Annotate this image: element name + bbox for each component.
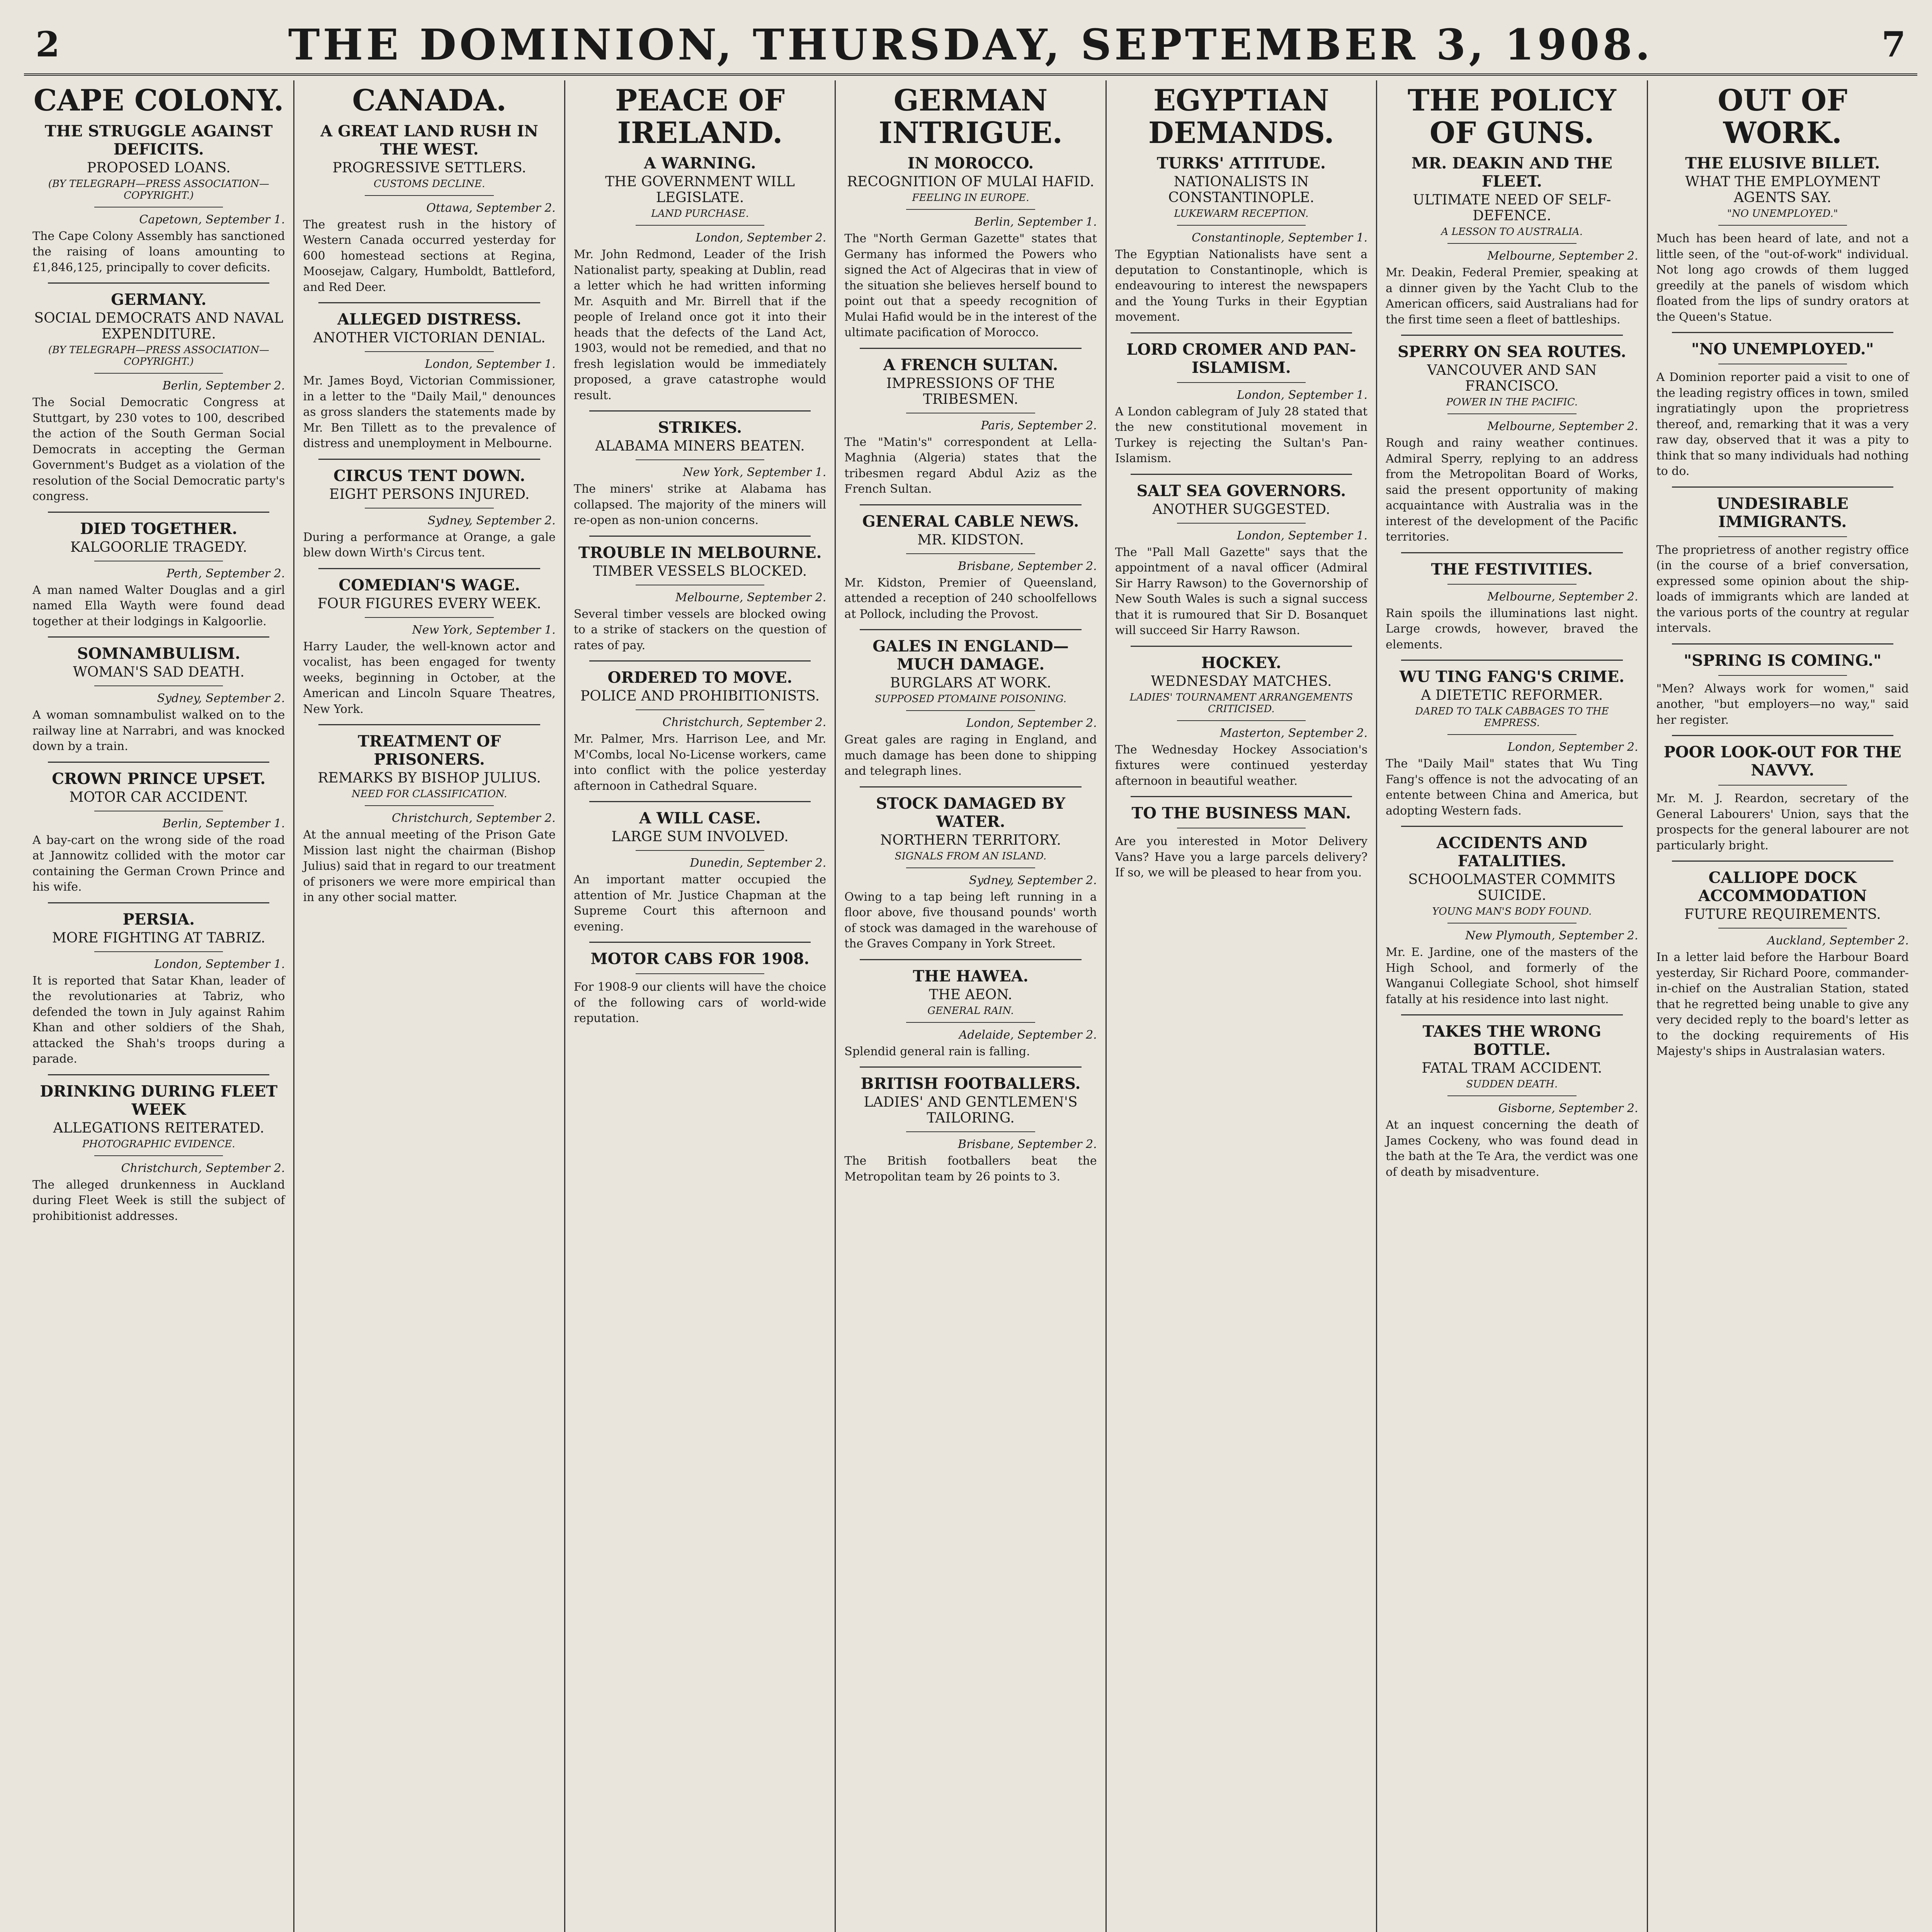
short-rule	[365, 351, 493, 352]
article-paragraph: The miners' strike at Alabama has collapsed. The majority of the miners will re-open as non-union concerns.	[573, 482, 827, 527]
section-credit: FEELING IN EUROPE.	[912, 192, 1029, 204]
article-paragraph: Mr. John Redmond, Leader of the Irish Nationalist party, speaking at Dublin, read a letter which he had written informing Mr. Asquith and Mr. Birrell that if the people of Ireland once got it into their heads that the defects of the Land Act, 1903, would not be remedied, and that no fresh legislation would be immediately proposed, a grave catastrophe would result.	[573, 248, 827, 402]
section-subtitle: A DIETETIC REFORMER.	[1421, 687, 1603, 704]
section-credit: A LESSON TO AUSTRALIA.	[1441, 226, 1583, 238]
short-rule	[365, 508, 493, 509]
article-paragraph: Are you interested in Motor Delivery Vans? Have you a large parcels delivery? If so, we will be pleased to hear from you.	[1115, 835, 1368, 880]
section-subtitle: FATAL TRAM ACCIDENT.	[1422, 1060, 1602, 1077]
dateline: Adelaide, September 2.	[959, 1028, 1097, 1042]
dateline: London, September 1.	[425, 357, 556, 371]
dateline: Masterton, September 2.	[1220, 726, 1368, 740]
section-credit: (BY TELEGRAPH—PRESS ASSOCIATION—COPYRIGHT.)	[48, 344, 269, 368]
article-paragraph: In a letter laid before the Harbour Board yesterday, Sir Richard Poore, commander-in-chief on the Australian Station, stated that he regretted being unable to give any very decided reply to the board's letter as to the docking requirements of His Majesty's ships in Australasian waters.	[1656, 951, 1909, 1058]
article-paragraph: Mr. E. Jardine, one of the masters of the High School, and formerly of the Wanganui Collegiate School, shot himself fatally at his residence into last night.	[1386, 946, 1638, 1006]
section-title: ALLEGED DISTRESS.	[337, 310, 522, 329]
section-title: ACCIDENTS AND FATALITIES.	[1436, 834, 1587, 871]
dateline: London, September 1.	[1236, 388, 1368, 402]
dateline: Christchurch, September 2.	[121, 1161, 285, 1175]
column-headline: OUT OF WORK.	[1718, 83, 1848, 150]
section-rule	[860, 348, 1081, 349]
section-subtitle: ULTIMATE NEED OF SELF-DEFENCE.	[1413, 192, 1611, 224]
article-paragraph: The "North German Gazette" states that Germany has informed the Powers who signed the Act of Algeciras that in view of the situation she believes herself bound to point out that a speedy recognition of Mulai Hafid would be in the interest of the ultimate pacification of Morocco.	[844, 232, 1097, 340]
short-rule	[1718, 536, 1847, 537]
column-headline: GERMAN INTRIGUE.	[879, 83, 1063, 150]
short-rule	[1177, 382, 1306, 383]
page-number: 7	[1881, 24, 1906, 65]
article-paragraph: It is reported that Satar Khan, leader of the revolutionaries at Tabriz, who defended the town in July against Rahim Khan and other soldiers of the Shah, attacked the Shah's troops during a parade.	[32, 974, 285, 1066]
article-paragraph: Great gales are raging in England, and much damage has been done to shipping and telegraph lines.	[844, 733, 1097, 778]
section-rule	[1672, 486, 1893, 488]
section-subtitle: WHAT THE EMPLOYMENT AGENTS SAY.	[1685, 174, 1880, 206]
article-paragraph: Several timber vessels are blocked owing to a strike of stackers on the question of rates of pay.	[573, 607, 827, 652]
section-rule	[318, 724, 540, 725]
dateline: Gisborne, September 2.	[1498, 1102, 1638, 1116]
article-paragraph: Rough and rainy weather continues. Admiral Sperry, replying to an address from the Metropolitan Board of Works, said the present opportunity of making acquaintance with Australia was in the interest of the development of the Pacific territories.	[1386, 436, 1638, 544]
news-column	[1648, 80, 1917, 1932]
article-paragraph: The greatest rush in the history of Western Canada occurred yesterday for 600 homestead sections at Regina, Moosejaw, Calgary, Humboldt, Battleford, and Red Deer.	[303, 218, 556, 294]
dateline: Melbourne, September 2.	[675, 590, 827, 604]
dateline: London, September 1.	[1236, 529, 1368, 543]
section-rule	[1131, 796, 1352, 797]
section-subtitle: THE GOVERNMENT WILL LEGISLATE.	[605, 174, 795, 206]
section-credit: GENERAL RAIN.	[927, 1005, 1014, 1017]
section-rule	[1401, 1014, 1622, 1015]
section-title: TO THE BUSINESS MAN.	[1131, 804, 1351, 823]
column-headline: THE POLICY OF GUNS.	[1407, 83, 1616, 150]
section-subtitle: VANCOUVER AND SAN FRANCISCO.	[1427, 362, 1597, 395]
section-rule	[48, 282, 269, 284]
article-paragraph: The Cape Colony Assembly has sanctioned the raising of loans amounting to £1,846,125, principally to cover deficits.	[32, 229, 285, 274]
section-title: SOMNAMBULISM.	[77, 645, 240, 663]
short-rule	[636, 225, 764, 226]
section-title: TROUBLE IN MELBOURNE.	[578, 543, 822, 562]
newspaper-page	[24, 15, 1917, 1932]
article-paragraph: The "Matin's" correspondent at Lella-Maghnia (Algeria) states that the tribesmen regard Abdul Aziz as the French Sultan.	[844, 435, 1097, 496]
section-rule	[1672, 861, 1893, 862]
dateline: Brisbane, September 2.	[957, 1138, 1097, 1151]
section-title: TAKES THE WRONG BOTTLE.	[1422, 1022, 1602, 1059]
section-credit: CUSTOMS DECLINE.	[374, 178, 485, 190]
section-subtitle: MORE FIGHTING AT TABRIZ.	[52, 930, 265, 946]
section-rule	[1672, 332, 1893, 333]
section-credit: "NO UNEMPLOYED."	[1727, 208, 1838, 220]
article-paragraph: The British footballers beat the Metropolitan team by 26 points to 3.	[844, 1154, 1097, 1184]
article-paragraph: During a performance at Orange, a gale blew down Wirth's Circus tent.	[303, 530, 556, 560]
dateline: Sydney, September 2.	[969, 873, 1097, 887]
section-rule	[860, 629, 1081, 630]
section-subtitle: TIMBER VESSELS BLOCKED.	[593, 563, 807, 579]
dateline: Berlin, September 1.	[162, 816, 285, 830]
section-rule	[589, 942, 811, 943]
section-credit: NEED FOR CLASSIFICATION.	[352, 788, 507, 800]
dateline: New Plymouth, September 2.	[1465, 929, 1638, 943]
news-column	[24, 80, 294, 1932]
section-rule	[1131, 332, 1352, 333]
dateline: Melbourne, September 2.	[1487, 590, 1638, 604]
section-title: IN MOROCCO.	[907, 154, 1034, 173]
section-title: HOCKEY.	[1201, 653, 1281, 672]
section-rule	[48, 902, 269, 903]
section-subtitle: POLICE AND PROHIBITIONISTS.	[580, 688, 820, 704]
section-subtitle: SCHOOLMASTER COMMITS SUICIDE.	[1408, 872, 1616, 904]
short-rule	[1177, 523, 1306, 524]
section-subtitle: ALLEGATIONS REITERATED.	[53, 1120, 264, 1136]
article-paragraph: A Dominion reporter paid a visit to one of the leading registry offices in town, smiled ingratiatingly upon the proprietress thereof, and, remarking that it was a very raw day, observed that it was a pity to think that so many individuals had nothing to do.	[1656, 371, 1909, 478]
section-rule	[589, 660, 811, 662]
section-rule	[860, 959, 1081, 960]
short-rule	[365, 195, 493, 196]
section-subtitle: RECOGNITION OF MULAI HAFID.	[847, 174, 1094, 190]
section-subtitle: WOMAN'S SAD DEATH.	[73, 664, 245, 680]
section-title: CIRCUS TENT DOWN.	[333, 466, 526, 485]
section-title: DRINKING DURING FLEET WEEK	[40, 1082, 278, 1119]
short-rule	[94, 373, 223, 374]
short-rule	[365, 617, 493, 618]
dateline: Melbourne, September 2.	[1487, 249, 1638, 263]
short-rule	[1718, 785, 1847, 786]
short-rule	[906, 867, 1035, 868]
section-title: BRITISH FOOTBALLERS.	[861, 1075, 1081, 1093]
short-rule	[94, 951, 223, 952]
dateline: Sydney, September 2.	[427, 514, 556, 527]
section-title: THE HAWEA.	[913, 967, 1029, 985]
section-title: TREATMENT OF PRISONERS.	[357, 732, 501, 769]
short-rule	[1718, 225, 1847, 226]
section-credit: SUPPOSED PTOMAINE POISONING.	[875, 693, 1066, 705]
dateline: Perth, September 2.	[166, 566, 285, 580]
article-paragraph: Mr. Kidston, Premier of Queensland, attended a reception of 240 schoolfellows at Pollock, including the Provost.	[844, 576, 1097, 621]
section-rule	[48, 1074, 269, 1075]
section-rule	[860, 1066, 1081, 1068]
dateline: Christchurch, September 2.	[391, 811, 556, 825]
section-rule	[48, 512, 269, 513]
news-column	[836, 80, 1106, 1932]
section-subtitle: IMPRESSIONS OF THE TRIBESMEN.	[886, 375, 1055, 407]
section-subtitle: REMARKS BY BISHOP JULIUS.	[318, 770, 541, 786]
short-rule	[1447, 243, 1576, 244]
dateline: London, September 2.	[966, 716, 1097, 730]
section-title: DIED TOGETHER.	[80, 519, 238, 538]
article-paragraph: Splendid general rain is falling.	[844, 1044, 1030, 1058]
dateline: Constantinople, September 1.	[1192, 231, 1368, 245]
section-rule	[1401, 552, 1622, 553]
section-rule	[1131, 474, 1352, 475]
article-paragraph: Mr. M. J. Reardon, secretary of the General Labourers' Union, says that the prospects for the general labourer are not particularly bright.	[1656, 792, 1909, 852]
section-subtitle: WEDNESDAY MATCHES.	[1151, 673, 1332, 689]
section-subtitle: FOUR FIGURES EVERY WEEK.	[317, 595, 541, 612]
section-title: POOR LOOK-OUT FOR THE NAVVY.	[1663, 743, 1901, 780]
article-paragraph: A bay-cart on the wrong side of the road at Jannowitz collided with the motor car containing the German Crown Prince and his wife.	[32, 833, 285, 894]
section-rule	[1401, 335, 1622, 336]
article-paragraph: Mr. Palmer, Mrs. Harrison Lee, and Mr. M'Combs, local No-License workers, came into conflict with the police yesterday afternoon in Cathedral Square.	[573, 732, 827, 793]
section-credit: LAND PURCHASE.	[651, 208, 749, 220]
article-paragraph: The "Daily Mail" states that Wu Ting Fang's offence is not the advocating of an entente between China and America, but adopting Western fads.	[1386, 757, 1638, 818]
section-credit: PHOTOGRAPHIC EVIDENCE.	[82, 1138, 235, 1150]
section-credit: SIGNALS FROM AN ISLAND.	[895, 850, 1047, 862]
section-title: "NO UNEMPLOYED."	[1691, 340, 1874, 359]
section-title: SPERRY ON SEA ROUTES.	[1398, 343, 1626, 361]
article-paragraph: Harry Lauder, the well-known actor and vocalist, has been engaged for twenty weeks, beginning in October, at the American and Lincoln Square Theatres, New York.	[303, 639, 556, 716]
section-title: MOTOR CABS FOR 1908.	[590, 950, 810, 968]
dateline: Paris, September 2.	[981, 418, 1097, 432]
masthead-left: 2	[36, 24, 60, 65]
short-rule	[1718, 675, 1847, 676]
section-credit: LADIES' TOURNAMENT ARRANGEMENTS CRITICISED.	[1129, 691, 1353, 715]
short-rule	[906, 553, 1035, 554]
section-subtitle: MR. KIDSTON.	[917, 532, 1024, 548]
section-subtitle: ALABAMA MINERS BEATEN.	[595, 438, 805, 454]
section-title: A WILL CASE.	[639, 809, 761, 828]
article-paragraph: The Social Democratic Congress at Stuttgart, by 230 votes to 100, described the action of the South German Social Democrats in accepting the German Government's Budget as a violation of the resolution of the Social Democratic party's congress.	[32, 396, 285, 503]
section-subtitle: BURGLARS AT WORK.	[890, 675, 1051, 691]
column-headline: EGYPTIAN DEMANDS.	[1148, 83, 1334, 150]
section-title: STRIKES.	[658, 418, 742, 437]
section-rule	[589, 536, 811, 537]
article-paragraph: Owing to a tap being left running in a floor above, five thousand pounds' worth of stock was damaged in the warehouse of the Graves Company in York Street.	[844, 890, 1097, 951]
section-title: THE STRUGGLE AGAINST DEFICITS.	[44, 122, 273, 158]
article-paragraph: Mr. James Boyd, Victorian Commissioner, in a letter to the "Daily Mail," denounces as gross slanders the statements made by Mr. Ben Tillett as to the prevalence of distress and unemployment in Melbourne.	[303, 374, 556, 451]
short-rule	[1447, 1095, 1576, 1096]
short-rule	[906, 209, 1035, 210]
section-subtitle: PROGRESSIVE SETTLERS.	[332, 160, 526, 176]
section-credit: POWER IN THE PACIFIC.	[1446, 396, 1578, 408]
section-rule	[860, 504, 1081, 505]
dateline: London, September 2.	[696, 231, 827, 245]
article-paragraph: A man named Walter Douglas and a girl named Ella Wayth were found dead together at their lodgings in Kalgoorlie.	[32, 583, 285, 628]
section-rule	[1672, 735, 1893, 736]
dateline: Sydney, September 2.	[157, 692, 285, 706]
section-title: THE FESTIVITIES.	[1431, 560, 1593, 578]
article-paragraph: For 1908-9 our clients will have the choice of the following cars of world-wide reputation.	[573, 980, 827, 1026]
dateline: Berlin, September 2.	[162, 379, 285, 393]
section-rule	[1401, 660, 1622, 661]
short-rule	[1447, 584, 1576, 585]
section-rule	[1401, 826, 1622, 827]
article-paragraph: At the annual meeting of the Prison Gate Mission last night the chairman (Bishop Julius) said that in regard to our treatment of prisoners we were more empirical than in any other social matter.	[303, 828, 556, 905]
section-subtitle: PROPOSED LOANS.	[87, 160, 231, 176]
section-title: TURKS' ATTITUDE.	[1156, 154, 1326, 173]
section-subtitle: NORTHERN TERRITORY.	[880, 832, 1061, 848]
article-paragraph: Mr. Deakin, Federal Premier, speaking at a dinner given by the Yacht Club to the American officers, said Australians had for the first time seen a fleet of battleships.	[1386, 266, 1638, 327]
section-rule	[318, 459, 540, 460]
section-rule	[1131, 646, 1352, 647]
section-subtitle: ANOTHER VICTORIAN DENIAL.	[313, 330, 546, 346]
section-rule	[48, 762, 269, 763]
dateline: Auckland, September 2.	[1767, 934, 1909, 948]
section-credit: DARED TO TALK CABBAGES TO THE EMPRESS.	[1415, 706, 1609, 729]
news-column	[1107, 80, 1377, 1932]
short-rule	[1718, 928, 1847, 929]
dateline: Melbourne, September 2.	[1487, 420, 1638, 434]
section-title: PERSIA.	[122, 910, 195, 929]
short-rule	[94, 1155, 223, 1156]
article-paragraph: The Egyptian Nationalists have sent a deputation to Constantinople, which is endeavouring to interest the newspapers and the Young Turks in their Egyptian movement.	[1115, 248, 1368, 324]
article-paragraph: A woman somnambulist walked on to the railway line at Narrabri, and was knocked down by a train.	[32, 708, 285, 753]
news-column	[294, 80, 565, 1932]
section-rule	[1672, 643, 1893, 645]
short-rule	[636, 459, 764, 460]
section-subtitle: MOTOR CAR ACCIDENT.	[69, 789, 248, 805]
short-rule	[1177, 720, 1306, 721]
article-paragraph: A London cablegram of July 28 stated that the new constitutional movement in Turkey is rejecting the Sultan's Pan-Islamism.	[1115, 405, 1368, 466]
section-rule	[860, 786, 1081, 787]
section-title: ORDERED TO MOVE.	[607, 668, 793, 687]
dateline: Dunedin, September 2.	[690, 856, 827, 870]
section-title: STOCK DAMAGED BY WATER.	[876, 794, 1065, 831]
short-rule	[906, 710, 1035, 711]
short-rule	[906, 1131, 1035, 1132]
short-rule	[636, 850, 764, 851]
dateline: Ottawa, September 2.	[426, 201, 556, 215]
column-headline: CAPE COLONY.	[33, 83, 284, 117]
short-rule	[94, 685, 223, 686]
section-title: GERMANY.	[111, 291, 207, 309]
article-paragraph: The proprietress of another registry office (in the course of a brief conversation, expressed some opinion about the ship-loads of immigrants which are landed at the various ports of the country at regular intervals.	[1656, 543, 1909, 635]
section-subtitle: LARGE SUM INVOLVED.	[611, 829, 789, 845]
dateline: Berlin, September 1.	[974, 215, 1097, 229]
section-rule	[589, 801, 811, 802]
section-rule	[48, 636, 269, 638]
section-rule	[589, 410, 811, 412]
news-column	[565, 80, 836, 1932]
section-title: GENERAL CABLE NEWS.	[862, 512, 1079, 531]
section-title: "SPRING IS COMING."	[1684, 651, 1882, 670]
section-title: THE ELUSIVE BILLET.	[1685, 154, 1880, 173]
column-headline: CANADA.	[352, 83, 507, 117]
dateline: Christchurch, September 2.	[662, 716, 827, 730]
short-rule	[365, 805, 493, 806]
article-paragraph: "Men? Always work for women," said another, "but employers—no way," said her register.	[1656, 682, 1909, 727]
section-subtitle: LADIES' AND GENTLEMEN'S TAILORING.	[864, 1094, 1078, 1126]
section-subtitle: THE AEON.	[929, 986, 1012, 1003]
dateline: New York, September 1.	[412, 623, 556, 637]
section-title: MR. DEAKIN AND THE FLEET.	[1411, 154, 1612, 191]
dateline: Capetown, September 1.	[139, 213, 285, 226]
section-credit: (BY TELEGRAPH—PRESS ASSOCIATION—COPYRIGHT.)	[48, 178, 269, 201]
article-paragraph: The "Pall Mall Gazette" says that the appointment of a naval officer (Admiral Sir Harry Rawson) to the Governorship of New South Wales is such a signal success that it is rumoured that Sir D. Bosanquet will succeed Sir Harry Rawson.	[1115, 545, 1368, 638]
columns	[24, 80, 1917, 1932]
section-title: CALLIOPE DOCK ACCOMMODATION	[1698, 869, 1867, 905]
section-subtitle: KALGOORLIE TRAGEDY.	[70, 539, 247, 555]
section-subtitle: SOCIAL DEMOCRATS AND NAVAL EXPENDITURE.	[34, 310, 283, 342]
short-rule	[1447, 413, 1576, 414]
section-rule	[318, 568, 540, 569]
article-paragraph: The Wednesday Hockey Association's fixtures were continued yesterday afternoon in beautiful weather.	[1115, 743, 1368, 788]
section-subtitle: EIGHT PERSONS INJURED.	[329, 486, 530, 502]
dateline: London, September 2.	[1507, 740, 1638, 754]
section-title: WU TING FANG'S CRIME.	[1399, 668, 1624, 686]
dateline: Brisbane, September 2.	[957, 559, 1097, 573]
section-rule	[318, 302, 540, 303]
article-paragraph: At an inquest concerning the death of James Cockeny, who was found dead in the bath at the Te Ara, the verdict was one of death by misadventure.	[1386, 1118, 1638, 1179]
short-rule	[636, 973, 764, 974]
short-rule	[1447, 734, 1576, 735]
section-title: COMEDIAN'S WAGE.	[338, 576, 520, 594]
article-paragraph: Rain spoils the illuminations last night. Large crowds, however, braved the elements.	[1386, 606, 1638, 651]
section-credit: SUDDEN DEATH.	[1466, 1078, 1558, 1090]
section-title: A FRENCH SULTAN.	[883, 355, 1058, 374]
article-paragraph: The alleged drunkenness in Auckland during Fleet Week is still the subject of prohibitionist addresses.	[32, 1178, 285, 1223]
article-paragraph: An important matter occupied the attention of Mr. Justice Chapman at the Supreme Court this afternoon and evening.	[573, 873, 827, 934]
news-column	[1377, 80, 1648, 1932]
short-rule	[906, 1022, 1035, 1023]
short-rule	[1177, 225, 1306, 226]
section-subtitle: ANOTHER SUGGESTED.	[1152, 501, 1330, 517]
dateline: London, September 1.	[154, 957, 285, 971]
masthead-title: THE DOMINION, THURSDAY, SEPTEMBER 3, 1908.	[288, 19, 1653, 70]
dateline: New York, September 1.	[682, 466, 827, 480]
section-subtitle: NATIONALISTS IN CONSTANTINOPLE.	[1168, 174, 1315, 206]
section-credit: YOUNG MAN'S BODY FOUND.	[1432, 906, 1592, 918]
section-title: GALES IN ENGLAND—MUCH DAMAGE.	[872, 637, 1069, 674]
section-title: CROWN PRINCE UPSET.	[52, 769, 266, 788]
section-subtitle: FUTURE REQUIREMENTS.	[1684, 906, 1881, 923]
section-title: UNDESIRABLE IMMIGRANTS.	[1716, 494, 1849, 531]
section-title: LORD CROMER AND PAN-ISLAMISM.	[1126, 340, 1356, 377]
section-title: A WARNING.	[644, 154, 756, 173]
short-rule	[636, 709, 764, 710]
masthead	[24, 15, 1917, 76]
section-title: SALT SEA GOVERNORS.	[1136, 481, 1346, 500]
section-title: A GREAT LAND RUSH IN THE WEST.	[320, 122, 538, 158]
column-headline: PEACE OF IRELAND.	[615, 83, 785, 150]
article-paragraph: Much has been heard of late, and not a little seen, of the "out-of-work" individual. Not long ago crowds of them lugged greedily at the panels of wisdom which floated from the lips of sundry orators at the Queen's Statue.	[1656, 232, 1909, 324]
section-credit: LUKEWARM RECEPTION.	[1174, 208, 1309, 220]
